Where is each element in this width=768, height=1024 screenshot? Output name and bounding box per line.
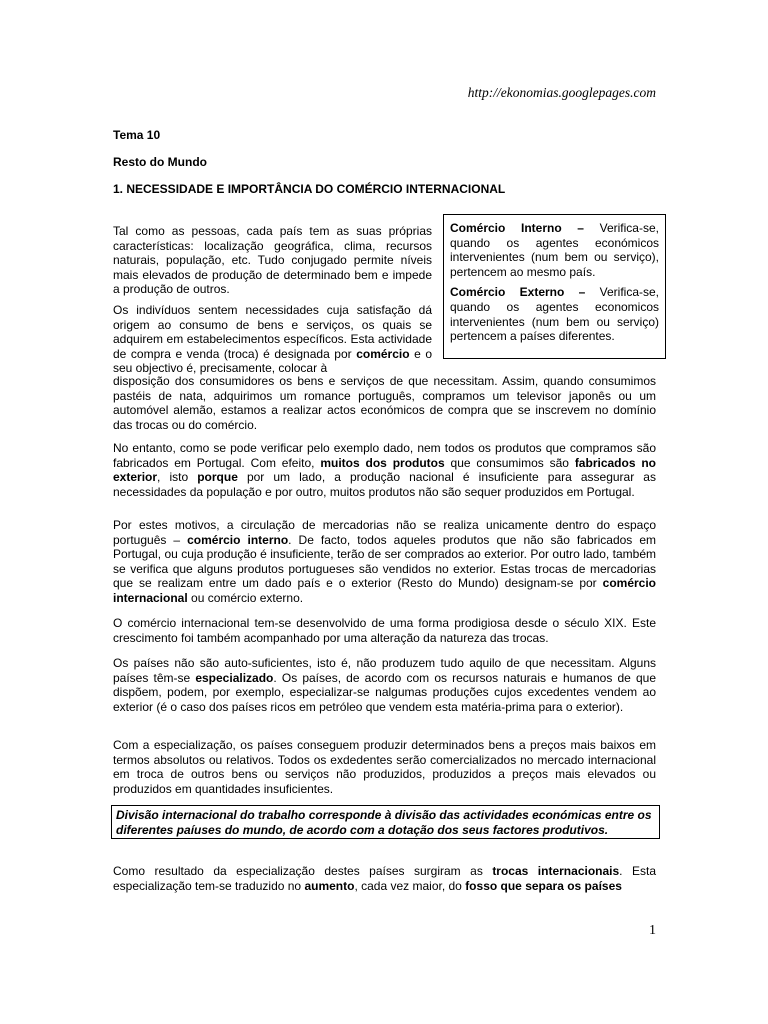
comercio-externo-text: Verifica-se, quando os agentes economicos intervenientes (num bem ou serviço) pertencem a países diferentes. [450,285,659,344]
p4-text-3: ou comércio externo. [187,590,304,605]
paragraph-5: O comércio internacional tem-se desenvolvido de uma forma prodigiosa desde o século XIX. Este crescimento foi também acompanhado por uma alteração da natureza das trocas. [113,616,656,645]
comercio-externo-term: Comércio Externo – [450,285,586,300]
p3-text-2: que consumimos são [444,455,575,470]
p8-bold-3: fosso que separa os países [465,878,622,893]
p6-bold-1: especializado [195,670,274,685]
chapter-title: Resto do Mundo [113,155,207,169]
p3-text-3: , isto [157,470,198,485]
paragraph-6 [113,656,656,714]
paragraph-3 [113,441,656,499]
paragraph-7: Com a especialização, os países conseguem produzir determinados bens a preços mais baixos em termos absolutos ou relativos. Todos os exdedentes serão comercializados no mercado internacional em troca de outros bens ou serviços não produzidos, produzidos a preços mais elevados ou produzidos em quantidades insuficientes. [113,738,656,796]
p3-text-4: por um lado, a produção nacional é insuficiente para assegurar as necessidades da população e por outro, muitos produtos não são sequer produzidos em Portugal. [113,470,656,499]
comercio-interno-text: Verifica-se, quando os agentes económicos intervenientes (num bem ou serviço), pertencem ao mesmo país. [450,221,659,279]
comercio-interno-term: Comércio Interno – [450,221,584,235]
p3-bold-3: porque [197,470,238,485]
p4-bold-1: comércio interno [187,532,289,547]
p2-text-1: Os indivíduos sentem necessidades cuja satisfação dá origem ao consumo de bens e serviços, os quais se adquirem em estabelecimentos específicos. Esta actividade de compra e venda (troca) é designada por [113,303,432,361]
p2-text-2: e o seu objectivo é, precisamente, colocar à [113,346,432,376]
paragraph-2-start [113,303,432,376]
definition-box: Divisão internacional do trabalho corresponde à divisão das actividades económicas entre os diferentes paíuses do mundo, de acordo com a dotação dos seus factores produtivos. [111,805,660,839]
p8-text-1: Como resultado da especialização destes países surgiram as [113,864,493,878]
p4-text-1: Por estes motivos, a circulação de mercadorias não se realiza unicamente dentro do espaço português – [113,518,656,547]
p8-bold-2: aumento [304,878,355,893]
p3-bold-2: fabricados no exterior [113,455,657,485]
p8-text-3: , cada vez maior, do [354,878,466,893]
paragraph-8 [113,864,656,893]
page-number: 1 [649,923,656,938]
p6-text-1: Os países não são auto-suficientes, isto é, não produzem tudo aquilo de que necessitam. Alguns países têm-se [113,656,656,685]
p4-bold-2: comércio internacional [113,576,656,605]
comercio-externo-definition [450,285,659,343]
p8-text-2: . Esta especialização tem-se traduzido no [113,864,656,893]
tema-label: Tema 10 [113,128,161,142]
header-url: http://ekonomias.googlepages.com [467,85,656,100]
p8-bold-1: trocas internacionais [492,864,620,878]
paragraph-4 [113,518,656,606]
definition-sidebox [443,214,666,359]
p2-bold-comercio: comércio [356,346,410,361]
comercio-interno-definition [450,221,659,279]
p3-text-1: No entanto, como se pode verificar pelo exemplo dado, nem todos os produtos que compramos são fabricados em Portugal. Com efeito, [113,441,656,470]
section-heading: 1. NECESSIDADE E IMPORTÂNCIA DO COMÉRCIO INTERNACIONAL [113,182,506,196]
paragraph-1: Tal como as pessoas, cada país tem as suas próprias características: localização geográfica, clima, recursos naturais, população, etc. Tudo conjugado permite níveis mais elevados de produção de determinado bem e impede a produção de outros. [113,224,432,297]
p3-bold-1: muitos dos produtos [320,455,445,470]
paragraph-2-cont: disposição dos consumidores os bens e serviços de que necessitam. Assim, quando consumimos pastéis de nata, adquirimos um romance português, compramos um televisor japonês ou um automóvel alemão, estamos a realizar actos económicos de compra que se inscrevem no domínio das trocas ou do comércio. [113,374,656,432]
p6-text-2: . Os países, de acordo com os recursos naturais e humanos de que dispõem, podem, por exemplo, especializar-se nalgumas produções cujos excedentes vendem ao exterior (é o caso dos países ricos em petróleo que vendem esta matéria-prima para o exterior). [113,670,656,714]
p4-text-2: . De facto, todos aqueles produtos que não são fabricados em Portugal, ou cuja produção é insuficiente, terão de ser comprados ao exterior. Por outro lado, também se verifica que alguns produtos portugueses são vendidos no exterior. Estas trocas de mercadorias que se realizam entre um dado país e o exterior (Resto do Mundo) designam-se por [113,532,656,591]
